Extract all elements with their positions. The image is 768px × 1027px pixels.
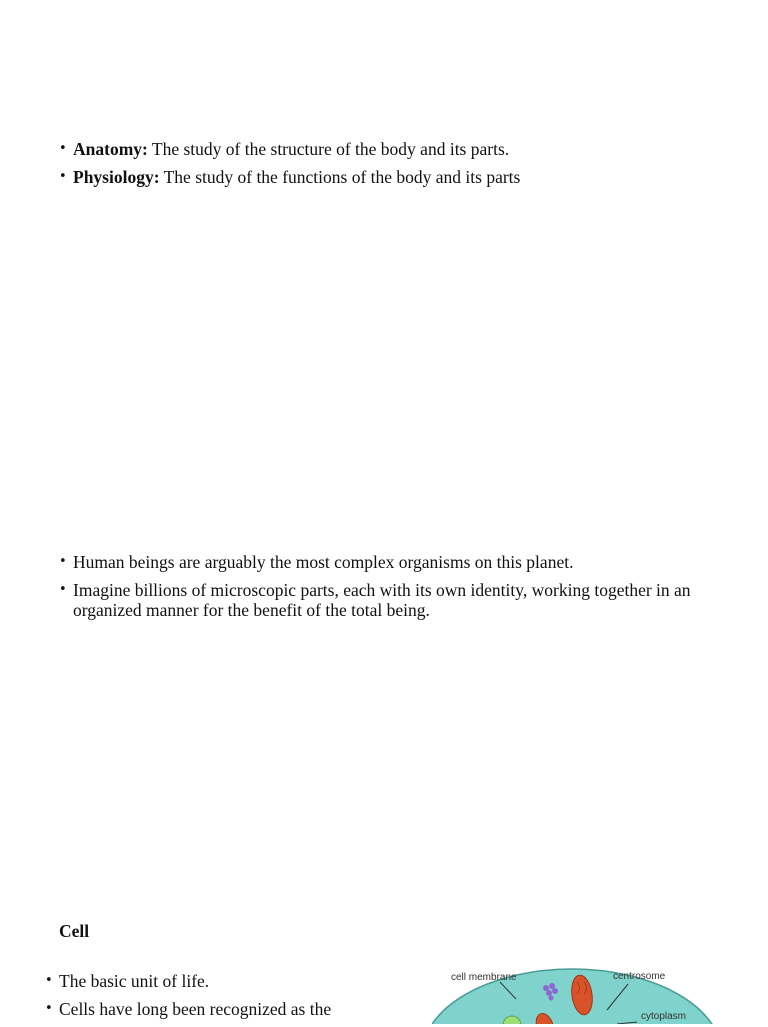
cell-list [45,971,385,1027]
list-item [45,999,385,1019]
definition-physiology: The study of the functions of the body and its parts [159,167,521,187]
bullet-icon: • [59,169,67,184]
list-item [59,552,739,572]
bullet-icon: • [59,141,67,156]
list-item-text: Cells have long been recognized as the [59,999,332,1019]
section-heading-cell: Cell [59,921,90,941]
term-physiology: Physiology: [73,167,160,187]
term-anatomy: Anatomy: [73,139,148,159]
list-item-text: Human beings are arguably the most complex organisms on this planet. [73,552,574,572]
list-item [59,580,739,620]
definition-anatomy: The study of the structure of the body and its parts. [147,139,510,159]
list-item-text: The basic unit of life. [59,971,210,991]
complexity-list [59,552,739,628]
bullet-icon: • [59,582,67,597]
list-item-text: Imagine billions of microscopic parts, each with its own identity, working together in an organized manner for the benefit of the total being. [73,580,691,620]
list-item [45,971,385,991]
list-item-anatomy [59,139,739,159]
bullet-icon: • [59,554,67,569]
definitions-list [59,139,739,195]
label-cell-membrane: cell membrane [451,972,517,983]
bullet-icon: • [45,1001,53,1016]
cell-diagram [432,960,732,1024]
list-item-physiology [59,167,739,187]
bullet-icon: • [45,973,53,988]
label-cytoplasm: cytoplasm [641,1011,687,1022]
label-centrosome: centrosome [613,971,666,982]
